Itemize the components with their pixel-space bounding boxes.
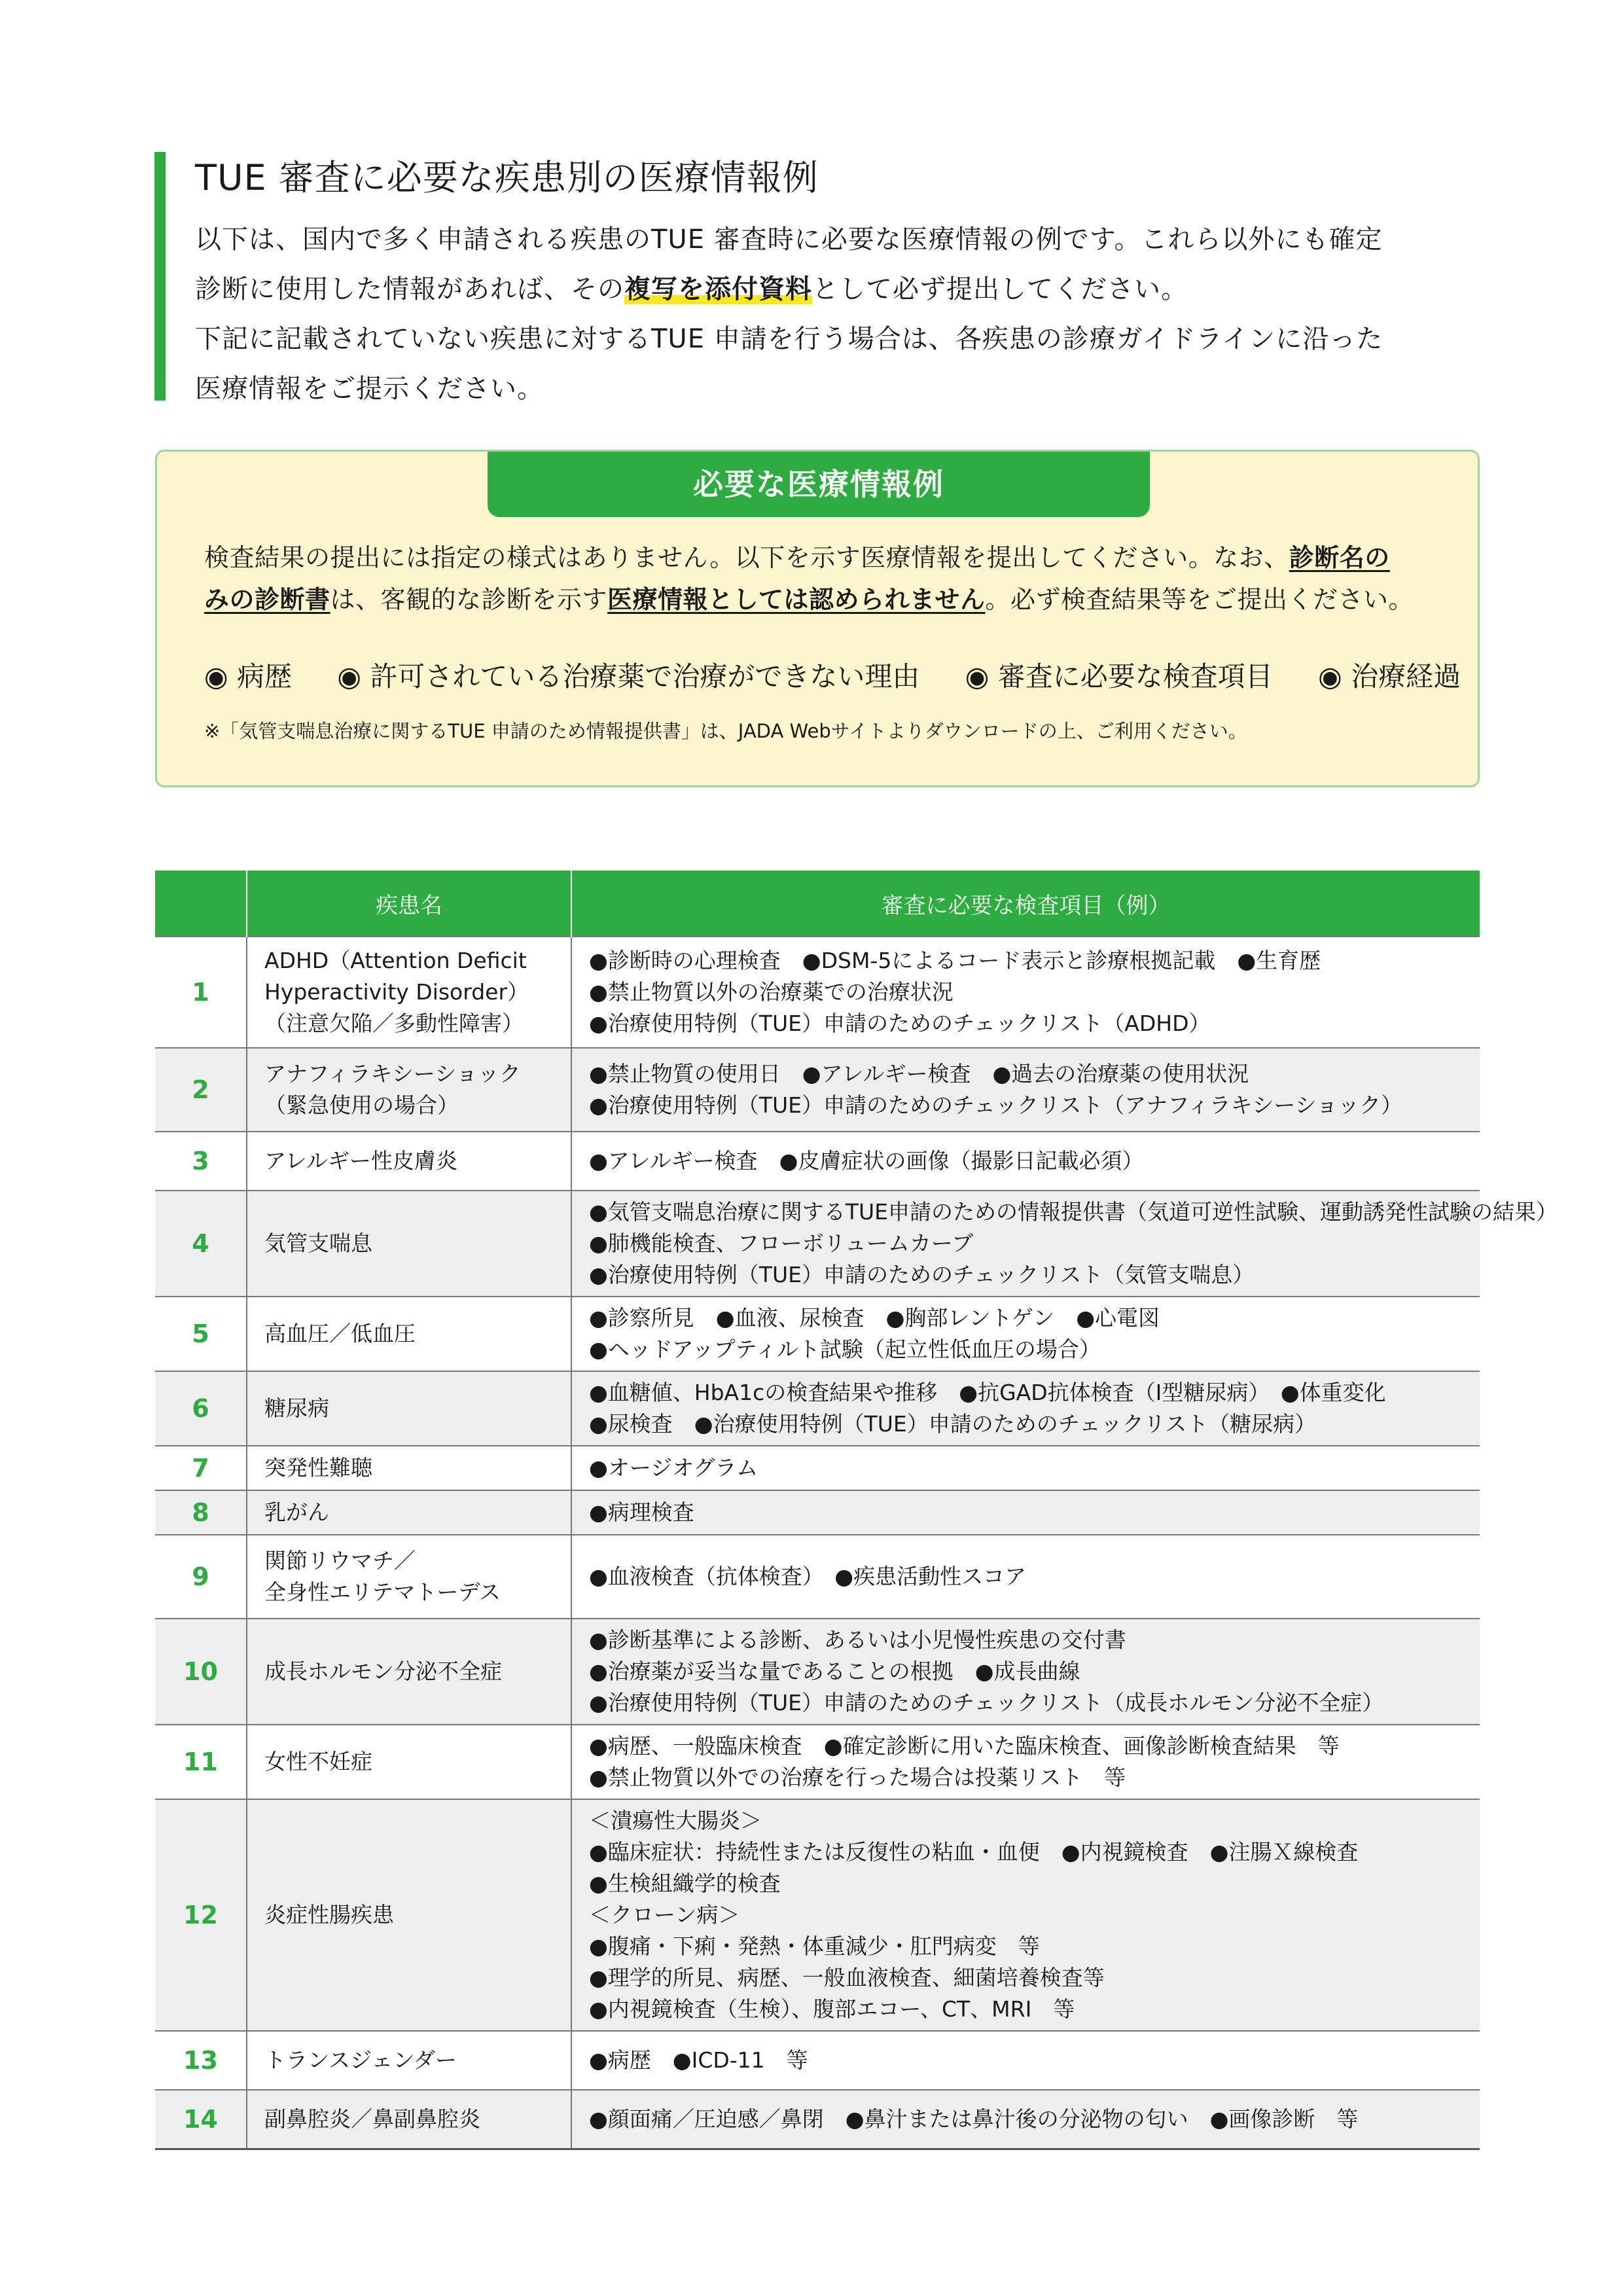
required-items-list <box>204 656 1497 698</box>
row-number: 9 <box>155 1535 247 1619</box>
test-items-cell <box>571 1132 1480 1191</box>
test-item: ●臨床症状：持続性または反復性の粘血・血便 ●内視鏡検査 ●注腸Ｘ線検査 <box>589 1839 1359 1865</box>
row-number: 7 <box>155 1446 247 1490</box>
page-title: TUE 審査に必要な疾患別の医療情報例 <box>195 157 819 198</box>
disease-name: 突発性難聴 <box>264 1455 372 1480</box>
test-item: ●血糖値、HbA1cの検査結果や推移 ●抗GAD抗体検査（I型糖尿病） ●体重変化 <box>589 1380 1386 1405</box>
disease-name: 副鼻腔炎／鼻副鼻腔炎 <box>264 2106 480 2132</box>
disease-name: 関節リウマチ／ <box>264 1548 416 1573</box>
test-item: ●病理検査 <box>589 1499 694 1525</box>
row-number: 8 <box>155 1490 247 1535</box>
row-number: 6 <box>155 1371 247 1446</box>
infobox-title: 必要な医療情報例 <box>488 452 1150 517</box>
test-items-cell <box>571 1490 1480 1535</box>
test-items-cell <box>571 2090 1480 2149</box>
table-row <box>155 1619 1480 1725</box>
row-number: 13 <box>155 2031 247 2090</box>
infobox-underline-1b: みの診断書 <box>204 585 330 614</box>
test-items-cell <box>571 1799 1480 2031</box>
disease-name: 炎症性腸疾患 <box>264 1902 394 1928</box>
required-item: ◉ 許可されている治療薬で治療ができない理由 <box>337 660 920 692</box>
test-items-cell <box>571 1446 1480 1490</box>
header-num <box>155 870 247 937</box>
table-row <box>155 2090 1480 2149</box>
test-item: ●内視鏡検査（生検）、腹部エコー、CT、MRI 等 <box>589 1996 1075 2022</box>
test-items-cell <box>571 2031 1480 2090</box>
intro-line-3: 下記に記載されていない疾患に対するTUE 申請を行う場合は、各疾患の診療ガイドラインに沿った <box>195 324 1383 354</box>
disease-name: アレルギー性皮膚炎 <box>264 1148 457 1174</box>
test-items-cell <box>571 1535 1480 1619</box>
test-item: ●病歴 ●ICD-11 等 <box>589 2047 808 2073</box>
disease-name: トランスジェンダー <box>264 2047 457 2073</box>
table-row <box>155 1535 1480 1619</box>
test-item: ●オージオグラム <box>589 1455 758 1480</box>
test-item: ●顔面痛／圧迫感／鼻閉 ●鼻汁または鼻汁後の分泌物の匂い ●画像診断 等 <box>589 2106 1359 2132</box>
test-item: ●血液検査（抗体検査） ●疾患活動性スコア <box>589 1564 1027 1589</box>
test-item: ●尿検査 ●治療使用特例（TUE）申請のためのチェックリスト（糖尿病） <box>589 1411 1317 1437</box>
disease-name-cell <box>247 1132 571 1191</box>
row-number: 10 <box>155 1619 247 1725</box>
infobox-note: ※「気管支喘息治療に関するTUE 申請のため情報提供書」は、JADA Webサイトよりダウンロードの上、ご利用ください。 <box>204 720 1247 742</box>
disease-name-cell <box>247 1535 571 1619</box>
row-number: 1 <box>155 937 247 1048</box>
test-item: ●生検組織学的検査 <box>589 1871 781 1896</box>
infobox-underline-2: 医療情報としては認められません <box>607 585 986 614</box>
intro-line-1: 以下は、国内で多く申請される疾患のTUE 審査時に必要な医療情報の例です。これら以外にも確定 <box>195 224 1383 255</box>
table-row <box>155 937 1480 1048</box>
disease-name: 全身性エリテマトーデス <box>264 1579 501 1605</box>
required-item: ◉ 審査に必要な検査項目 <box>965 660 1273 692</box>
test-item: ●治療使用特例（TUE）申請のためのチェックリスト（ADHD） <box>589 1011 1211 1036</box>
test-items-cell <box>571 937 1480 1048</box>
disease-name: ADHD（Attention Deficit <box>264 948 527 973</box>
disease-name: 糖尿病 <box>264 1395 329 1421</box>
intro-text <box>195 215 1478 414</box>
disease-name: 気管支喘息 <box>264 1230 372 1256</box>
test-items-cell <box>571 1297 1480 1371</box>
table-row <box>155 1132 1480 1191</box>
row-number: 12 <box>155 1799 247 2031</box>
test-item: ●治療使用特例（TUE）申請のためのチェックリスト（成長ホルモン分泌不全症） <box>589 1690 1384 1715</box>
test-item: ●病歴、一般臨床検査 ●確定診断に用いた臨床検査、画像診断検査結果 等 <box>589 1733 1340 1759</box>
disease-name-cell <box>247 1490 571 1535</box>
accent-bar <box>154 152 166 401</box>
disease-name: Hyperactivity Disorder） <box>264 979 529 1005</box>
disease-name-cell <box>247 937 571 1048</box>
test-item: ●治療薬が妥当な量であることの根拠 ●成長曲線 <box>589 1659 1080 1684</box>
test-item: ●禁止物質の使用日 ●アレルギー検査 ●過去の治療薬の使用状況 <box>589 1061 1249 1086</box>
table-row <box>155 1191 1480 1297</box>
table-row <box>155 1446 1480 1490</box>
disease-name: アナフィラキシーショック <box>264 1061 521 1086</box>
required-item: ◉ 病歴 <box>204 660 292 692</box>
test-item: ●診断時の心理検査 ●DSM-5によるコード表示と診療根拠記載 ●生育歴 <box>589 948 1321 973</box>
infobox-text-3: 。必ず検査結果等をご提出ください。 <box>985 585 1414 614</box>
test-item: ●診断基準による診断、あるいは小児慢性疾患の交付書 <box>589 1627 1126 1653</box>
table-row <box>155 1799 1480 2031</box>
test-item: ●治療使用特例（TUE）申請のためのチェックリスト（アナフィラキシーショック） <box>589 1092 1403 1118</box>
row-number: 4 <box>155 1191 247 1297</box>
infobox-line-1 <box>204 537 1435 579</box>
test-items-cell <box>571 1371 1480 1446</box>
intro-line-2-tail: として必ず提出してください。 <box>812 274 1188 304</box>
disease-name-cell <box>247 1619 571 1725</box>
test-item: ＜潰瘍性大腸炎＞ <box>589 1808 762 1833</box>
header-tests: 審査に必要な検査項目（例） <box>571 870 1480 937</box>
table-row <box>155 1490 1480 1535</box>
test-item: ●診察所見 ●血液、尿検査 ●胸部レントゲン ●心電図 <box>589 1305 1160 1331</box>
test-items-cell <box>571 1048 1480 1132</box>
intro-line-4: 医療情報をご提示ください。 <box>195 374 544 404</box>
test-item: ●腹痛・下痢・発熱・体重減少・肛門病変 等 <box>589 1933 1040 1959</box>
row-number: 11 <box>155 1725 247 1799</box>
disease-name: 成長ホルモン分泌不全症 <box>264 1659 502 1684</box>
disease-name-cell <box>247 2090 571 2149</box>
intro-highlight: 複写を添付資料 <box>624 274 812 304</box>
row-number: 3 <box>155 1132 247 1191</box>
intro-line-2 <box>195 264 1478 314</box>
test-item: ●禁止物質以外での治療を行った場合は投薬リスト 等 <box>589 1765 1126 1790</box>
disease-name: 女性不妊症 <box>264 1749 372 1774</box>
disease-name-cell <box>247 1799 571 2031</box>
table-row <box>155 2031 1480 2090</box>
disease-name: 乳がん <box>264 1499 329 1525</box>
header-disease: 疾患名 <box>247 870 571 937</box>
test-item: ●ヘッドアップティルト試験（起立性低血圧の場合） <box>589 1336 1101 1362</box>
test-item: ●禁止物質以外の治療薬での治療状況 <box>589 979 954 1005</box>
intro-line-2-text: 診断に使用した情報があれば、その <box>195 274 624 304</box>
test-items-cell <box>571 1619 1480 1725</box>
infobox-text-1: 検査結果の提出には指定の様式はありません。以下を示す医療情報を提出してください。なお、 <box>204 543 1289 572</box>
table-row <box>155 1725 1480 1799</box>
row-number: 5 <box>155 1297 247 1371</box>
table-header-row <box>155 870 1480 937</box>
test-item: ●理学的所見、病歴、一般血液検査、細菌培養検査等 <box>589 1965 1105 1990</box>
disease-table <box>155 870 1558 2150</box>
disease-name-cell <box>247 1191 571 1297</box>
disease-name: （緊急使用の場合） <box>264 1092 459 1118</box>
disease-name-cell <box>247 1371 571 1446</box>
infobox-body <box>204 537 1435 620</box>
disease-name: （注意欠陥／多動性障害） <box>264 1011 524 1036</box>
row-number: 14 <box>155 2090 247 2149</box>
disease-name-cell <box>247 1297 571 1371</box>
test-items-cell <box>571 1191 1558 1297</box>
disease-name-cell <box>247 1446 571 1490</box>
test-item: ●気管支喘息治療に関するTUE申請のための情報提供書（気道可逆性試験、運動誘発性試験の結果） <box>589 1199 1558 1225</box>
infobox-text-2: は、客観的な診断を示す <box>330 585 608 614</box>
table-row <box>155 1371 1480 1446</box>
disease-name-cell <box>247 1725 571 1799</box>
test-item: ＜クローン病＞ <box>589 1902 740 1928</box>
test-items-cell <box>571 1725 1480 1799</box>
infobox-line-2 <box>204 579 1435 620</box>
table-row <box>155 1048 1480 1132</box>
table-body <box>155 937 1558 2149</box>
disease-name-cell <box>247 2031 571 2090</box>
disease-name: 高血圧／低血圧 <box>264 1321 416 1346</box>
disease-name-cell <box>247 1048 571 1132</box>
test-item: ●治療使用特例（TUE）申請のためのチェックリスト（気管支喘息） <box>589 1262 1255 1287</box>
test-item: ●アレルギー検査 ●皮膚症状の画像（撮影日記載必須） <box>589 1148 1144 1174</box>
test-item: ●肺機能検査、フローボリュームカーブ <box>589 1230 974 1256</box>
required-item: ◉ 治療経過 <box>1318 660 1461 692</box>
table-row <box>155 1297 1480 1371</box>
required-info-box <box>155 450 1480 787</box>
row-number: 2 <box>155 1048 247 1132</box>
infobox-underline-1: 診断名の <box>1289 543 1390 572</box>
